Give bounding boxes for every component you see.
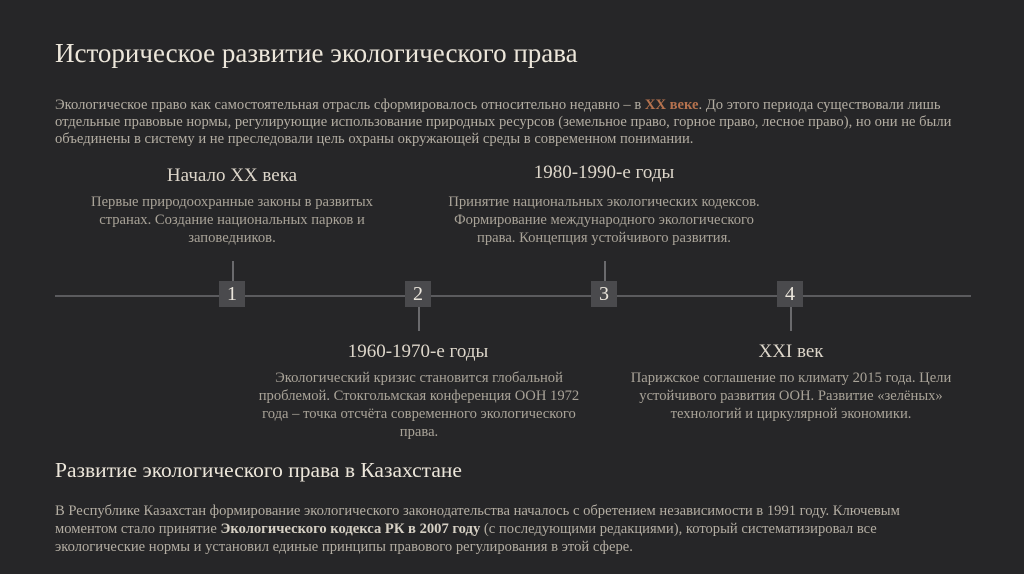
intro-paragraph <box>55 97 980 148</box>
event-3-description: Принятие национальных экологических кодексов. Формирование международного экологического права. Концепция устойчивого развития. <box>448 194 760 246</box>
event-4-marker: 4 <box>777 281 803 307</box>
event-4-description: Парижское соглашение по климату 2015 года. Цели устойчивого развития ООН. Развитие «зелёных» технологий и циркулярной экономики. <box>630 370 952 422</box>
event-4-title: XXI век <box>758 341 824 362</box>
section-paragraph <box>55 502 955 556</box>
section-text-end: (с последующими редакциями), который систематизировал все экологические нормы и установил единые принципы правового регулирования в этой сфере. <box>55 521 877 555</box>
event-2-marker: 2 <box>405 281 431 307</box>
page-title: Историческое развитие экологического права <box>55 38 578 68</box>
section-text-start: В Республике Казахстан формирование экологического законодательства началось с обретением независимости в 1991 году. Ключевым моментом стало принятие <box>55 503 900 537</box>
intro-text-end: . До этого периода существовали лишь отдельные правовые нормы, регулирующие использование природных ресурсов (земельное право, горное право, лесное право), но они не были объединены в систему и не преследовали цель охраны окружающей среды в современном понимании. <box>55 97 952 147</box>
event-2-description: Экологический кризис становится глобальной проблемой. Стокгольмская конференция ООН 1972 года – точка отсчёта современного экологического права. <box>258 370 580 440</box>
event-1-marker: 1 <box>219 281 245 307</box>
event-3-marker: 3 <box>591 281 617 307</box>
section-title: Развитие экологического права в Казахстане <box>55 458 462 482</box>
event-3-title: 1980-1990-е годы <box>533 162 675 183</box>
intro-highlight: XX веке <box>644 97 699 113</box>
event-2-title: 1960-1970-е годы <box>347 341 489 362</box>
intro-text-start: Экологическое право как самостоятельная отрасль сформировалось относительно недавно – в <box>55 97 645 113</box>
section-strong-text: Экологического кодекса РК в 2007 году <box>220 521 481 537</box>
event-1-title: Начало XX века <box>166 165 298 186</box>
timeline-axis <box>55 295 971 297</box>
event-1-description: Первые природоохранные законы в развитых странах. Создание национальных парков и заповедников. <box>91 194 373 246</box>
